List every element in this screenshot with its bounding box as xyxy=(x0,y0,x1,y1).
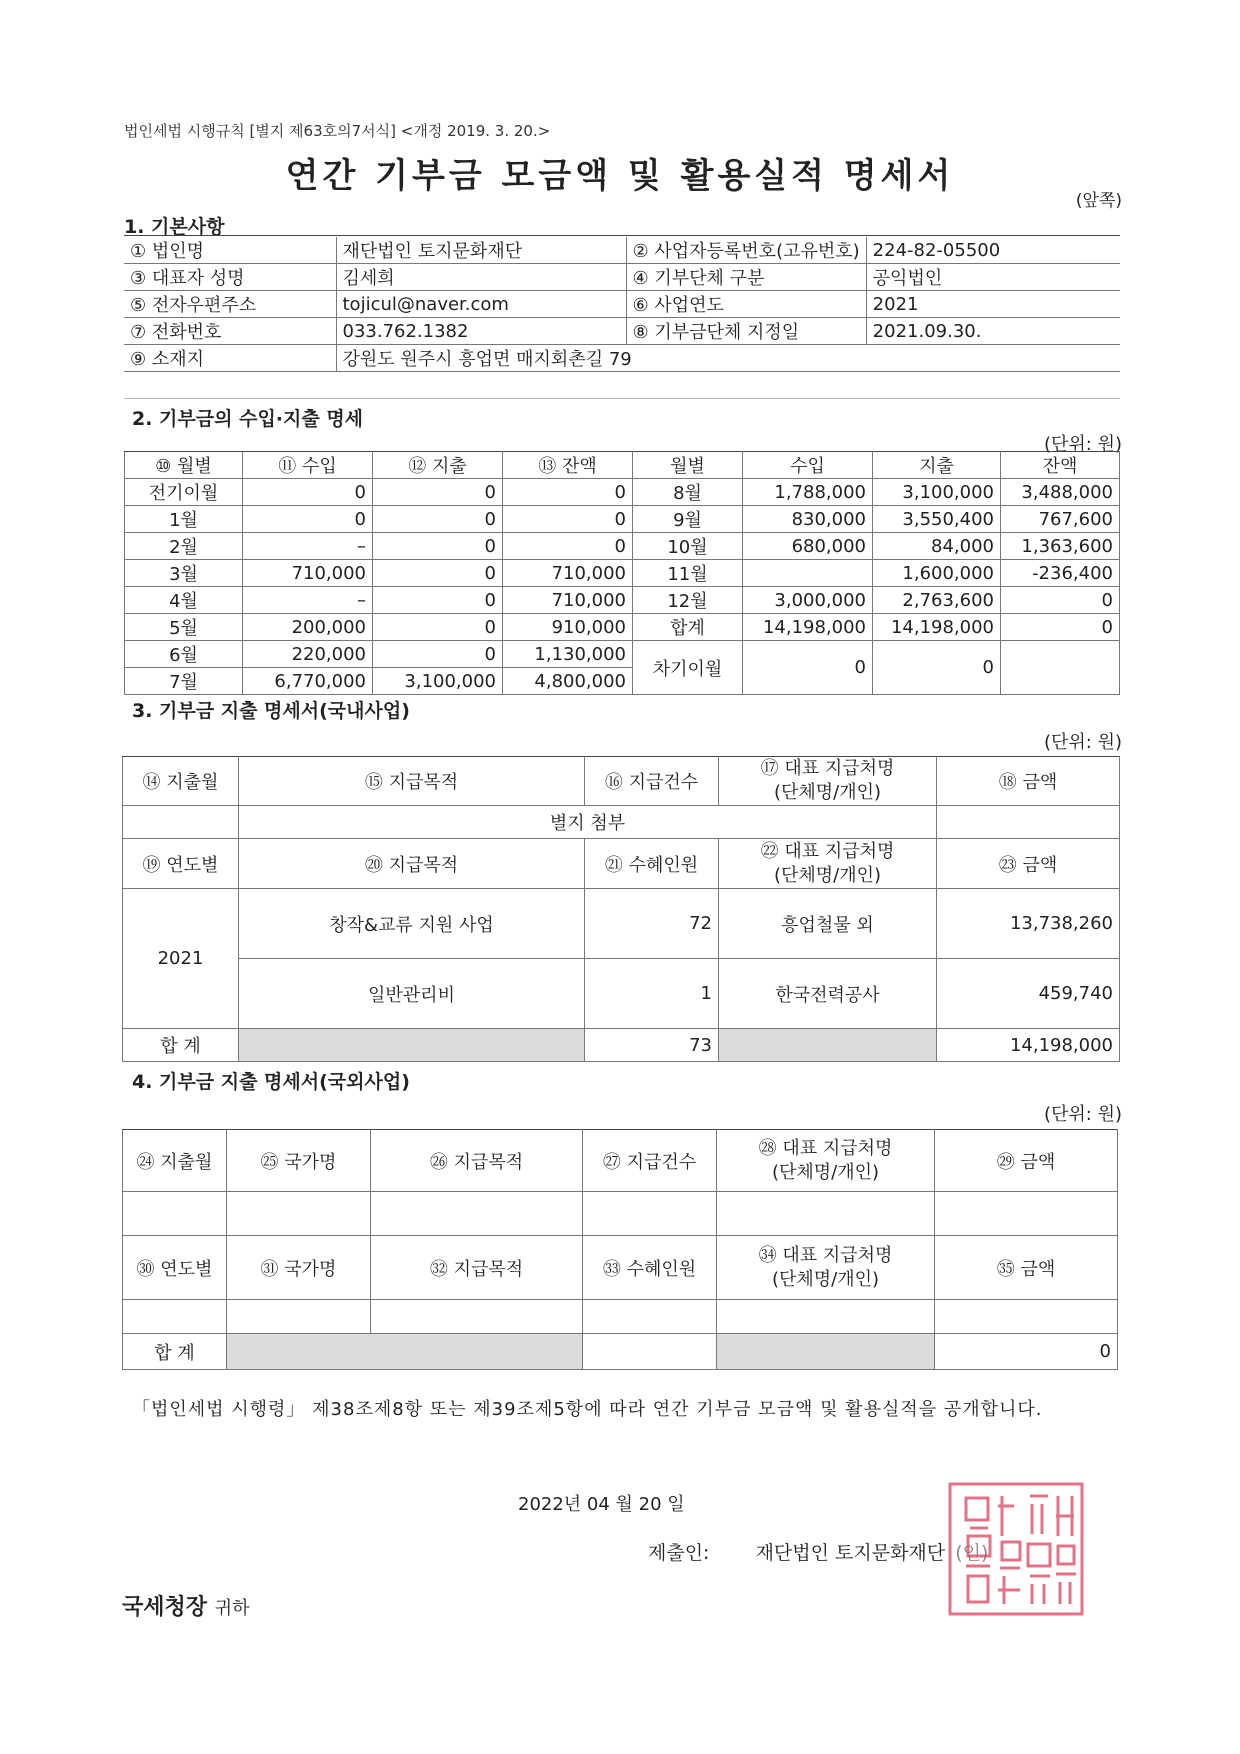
cell-carry-income: 0 xyxy=(743,641,873,695)
cell-count: 1 xyxy=(585,959,719,1029)
income-expense-table xyxy=(124,451,1120,695)
cell-balance: 910,000 xyxy=(503,614,633,641)
cell-amount: 13,738,260 xyxy=(937,889,1120,959)
payee-header-line2: (단체명/개인) xyxy=(773,782,882,803)
total-row xyxy=(123,1029,1120,1062)
cell-month: 5월 xyxy=(125,614,243,641)
table-row xyxy=(125,641,1120,668)
label-business-number: ② 사업자등록번호(고유번호) xyxy=(626,237,866,264)
empty-cell xyxy=(937,806,1120,839)
document-title: 연간 기부금 모금액 및 활용실적 명세서 xyxy=(285,156,955,196)
empty-cell xyxy=(123,1300,227,1334)
cell-month: 11월 xyxy=(633,560,743,587)
cell-total-balance: 0 xyxy=(1001,614,1120,641)
section4-heading: 4. 기부금 지출 명세서(국외사업) xyxy=(132,1071,410,1093)
submitter-line xyxy=(648,1538,988,1565)
total-count: 73 xyxy=(585,1029,719,1062)
cell-month: 7월 xyxy=(125,668,243,695)
col-amount: ㉙ 금액 xyxy=(935,1130,1118,1192)
overseas-expense-table xyxy=(122,1129,1118,1370)
seal-mark: (인) xyxy=(955,1542,989,1564)
table-header-row xyxy=(123,1130,1118,1192)
col-representative-payee xyxy=(719,757,937,806)
total-label: 합 계 xyxy=(123,1334,227,1370)
seal-glyph xyxy=(998,1496,1020,1604)
empty-cell xyxy=(717,1192,935,1236)
col-balance-2: 잔액 xyxy=(1001,452,1120,479)
cell-balance: 0 xyxy=(503,533,633,560)
col-beneficiaries: ㉑ 수혜인원 xyxy=(585,839,719,889)
value-business-number: 224-82-05500 xyxy=(866,237,1120,264)
cell-income: 220,000 xyxy=(243,641,373,668)
cell-income: 200,000 xyxy=(243,614,373,641)
table-row xyxy=(125,479,1120,506)
table-header-row xyxy=(123,757,1120,806)
col-month-2: 월별 xyxy=(633,452,743,479)
cell-balance: 0 xyxy=(503,506,633,533)
col-payment-count: ㉗ 지급건수 xyxy=(583,1130,717,1192)
table-header-row xyxy=(123,839,1120,889)
cell-month: 2월 xyxy=(125,533,243,560)
cell-month: 9월 xyxy=(633,506,743,533)
cell-amount: 459,740 xyxy=(937,959,1120,1029)
cell-carry-expense: 0 xyxy=(873,641,1001,695)
cell-balance: 3,488,000 xyxy=(1001,479,1120,506)
attachment-row xyxy=(123,806,1120,839)
col-expense: ⑫ 지출 xyxy=(373,452,503,479)
col-country: ㉛ 국가명 xyxy=(227,1236,371,1300)
label-phone: ⑦ 전화번호 xyxy=(124,318,336,345)
total-amount: 0 xyxy=(935,1334,1118,1370)
submitter-name: 재단법인 토지문화재단 xyxy=(755,1542,946,1564)
col-year: ㉚ 연도별 xyxy=(123,1236,227,1300)
col-year: ⑲ 연도별 xyxy=(123,839,239,889)
basic-info-table xyxy=(124,237,1120,372)
disclosure-statement: 「법인세법 시행령」 제38조제8항 또는 제39조제5항에 따라 연간 기부금 모금액 및 활용실적을 공개합니다. xyxy=(132,1399,1043,1420)
cell-year: 2021 xyxy=(123,889,239,1029)
basic-info-row xyxy=(124,237,1120,264)
empty-cell xyxy=(123,1192,227,1236)
empty-cell xyxy=(717,1300,935,1334)
basic-info-row xyxy=(124,291,1120,318)
official-seal-image xyxy=(946,1480,1086,1618)
value-fiscal-year: 2021 xyxy=(866,291,1120,318)
table-row xyxy=(125,506,1120,533)
cell-balance: 1,130,000 xyxy=(503,641,633,668)
addressee xyxy=(122,1590,249,1621)
col-representative-payee xyxy=(717,1130,935,1192)
section1-heading: 1. 기본사항 xyxy=(124,216,225,238)
col-income-2: 수입 xyxy=(743,452,873,479)
table-row xyxy=(123,959,1120,1029)
col-month: ⑩ 월별 xyxy=(125,452,243,479)
payee-header-line2: (단체명/개인) xyxy=(771,1161,880,1183)
seal-glyph xyxy=(1028,1496,1050,1604)
cell-balance: 4,800,000 xyxy=(503,668,633,695)
empty-cell xyxy=(227,1300,371,1334)
cell-month: 1월 xyxy=(125,506,243,533)
cell-month: 8월 xyxy=(633,479,743,506)
cell-total-expense: 14,198,000 xyxy=(873,614,1001,641)
label-corp-name: ① 법인명 xyxy=(124,237,336,264)
col-payment-purpose: ㉜ 지급목적 xyxy=(371,1236,583,1300)
page-side-label: (앞쪽) xyxy=(1075,191,1122,211)
cell-count: 72 xyxy=(585,889,719,959)
col-beneficiaries: ㉝ 수혜인원 xyxy=(583,1236,717,1300)
cell-expense: 0 xyxy=(373,506,503,533)
payee-header-line2: (단체명/개인) xyxy=(771,1268,880,1290)
table-row xyxy=(123,1300,1118,1334)
cell-income: 830,000 xyxy=(743,506,873,533)
empty-cell xyxy=(371,1300,583,1334)
cell-month: 3월 xyxy=(125,560,243,587)
shaded-cell xyxy=(719,1029,937,1062)
cell-month: 10월 xyxy=(633,533,743,560)
empty-cell xyxy=(227,1192,371,1236)
cell-carry-forward-label: 차기이월 xyxy=(633,641,743,695)
addressee-name: 국세청장 xyxy=(122,1595,208,1620)
basic-info-row xyxy=(124,345,1120,372)
table-header-row xyxy=(125,452,1120,479)
cell-balance: 710,000 xyxy=(503,587,633,614)
total-label: 합 계 xyxy=(123,1029,239,1062)
empty-cell xyxy=(583,1300,717,1334)
cell-balance: -236,400 xyxy=(1001,560,1120,587)
table-row xyxy=(125,533,1120,560)
cell-month: 12월 xyxy=(633,587,743,614)
col-country: ㉕ 국가명 xyxy=(227,1130,371,1192)
addressee-suffix: 귀하 xyxy=(214,1598,250,1619)
cell-total-income: 14,198,000 xyxy=(743,614,873,641)
cell-expense: 3,550,400 xyxy=(873,506,1001,533)
payee-header-line1: ㉞ 대표 지급처명 xyxy=(758,1244,893,1266)
table-row xyxy=(125,560,1120,587)
cell-income: 710,000 xyxy=(243,560,373,587)
empty-cell xyxy=(583,1334,717,1370)
value-designation-date: 2021.09.30. xyxy=(866,318,1120,345)
label-fiscal-year: ⑥ 사업연도 xyxy=(626,291,866,318)
section-divider xyxy=(124,398,1120,399)
label-email: ⑤ 전자우편주소 xyxy=(124,291,336,318)
cell-income: – xyxy=(243,587,373,614)
payee-header-line2: (단체명/개인) xyxy=(773,864,882,886)
col-expense-month: ㉔ 지출월 xyxy=(123,1130,227,1192)
value-email: tojicul@naver.com xyxy=(336,291,626,318)
empty-cell xyxy=(123,806,239,839)
table-row xyxy=(125,587,1120,614)
submitter-label: 제출인: xyxy=(648,1542,710,1564)
col-expense-month: ⑭ 지출월 xyxy=(123,757,239,806)
cell-carry-balance xyxy=(1001,641,1120,695)
col-balance: ⑬ 잔액 xyxy=(503,452,633,479)
cell-expense: 84,000 xyxy=(873,533,1001,560)
total-row xyxy=(123,1334,1118,1370)
empty-cell xyxy=(935,1192,1118,1236)
cell-month: 4월 xyxy=(125,587,243,614)
value-corp-name: 재단법인 토지문화재단 xyxy=(336,237,626,264)
value-representative: 김세희 xyxy=(336,264,626,291)
cell-expense: 0 xyxy=(373,560,503,587)
section3-unit: (단위: 원) xyxy=(1044,732,1122,753)
table-row xyxy=(123,889,1120,959)
cell-purpose: 일반관리비 xyxy=(239,959,585,1029)
cell-expense: 0 xyxy=(373,641,503,668)
basic-info-row xyxy=(124,318,1120,345)
cell-income: 1,788,000 xyxy=(743,479,873,506)
payee-header-line1: ㉘ 대표 지급처명 xyxy=(758,1137,893,1159)
cell-income: 680,000 xyxy=(743,533,873,560)
col-representative-payee xyxy=(719,839,937,889)
shaded-cell xyxy=(227,1334,583,1370)
cell-purpose: 창작&교류 지원 사업 xyxy=(239,889,585,959)
cell-expense: 0 xyxy=(373,533,503,560)
cell-expense: 0 xyxy=(373,587,503,614)
col-amount: ㉟ 금액 xyxy=(935,1236,1118,1300)
cell-balance: 767,600 xyxy=(1001,506,1120,533)
seal-glyph xyxy=(1056,1496,1076,1604)
regulation-reference: 법인세법 시행규칙 [별지 제63호의7서식] <개정 2019. 3. 20.> xyxy=(124,122,551,140)
cell-payee: 흥업철물 외 xyxy=(719,889,937,959)
basic-info-row xyxy=(124,264,1120,291)
col-payment-purpose: ⑳ 지급목적 xyxy=(239,839,585,889)
total-amount: 14,198,000 xyxy=(937,1029,1120,1062)
table-header-row xyxy=(123,1236,1118,1300)
cell-expense: 1,600,000 xyxy=(873,560,1001,587)
cell-payee: 한국전력공사 xyxy=(719,959,937,1029)
section3-heading: 3. 기부금 지출 명세서(국내사업) xyxy=(132,700,410,722)
seal-border xyxy=(950,1484,1082,1614)
label-representative: ③ 대표자 성명 xyxy=(124,264,336,291)
table-row xyxy=(123,1192,1118,1236)
empty-cell xyxy=(583,1192,717,1236)
empty-cell xyxy=(935,1300,1118,1334)
shaded-cell xyxy=(717,1334,935,1370)
col-expense-2: 지출 xyxy=(873,452,1001,479)
col-payment-purpose: ⑮ 지급목적 xyxy=(239,757,585,806)
label-address: ⑨ 소재지 xyxy=(124,345,336,372)
section2-unit: (단위: 원) xyxy=(1044,434,1122,455)
payee-header-line1: ⑰ 대표 지급처명 xyxy=(760,758,895,779)
domestic-expense-table xyxy=(122,756,1120,1062)
cell-balance: 1,363,600 xyxy=(1001,533,1120,560)
col-payment-count: ⑯ 지급건수 xyxy=(585,757,719,806)
cell-expense: 3,100,000 xyxy=(373,668,503,695)
col-amount: ⑱ 금액 xyxy=(937,757,1120,806)
shaded-cell xyxy=(239,1029,585,1062)
cell-income: 0 xyxy=(243,479,373,506)
cell-month: 6월 xyxy=(125,641,243,668)
cell-expense: 2,763,600 xyxy=(873,587,1001,614)
value-donation-org-type: 공익법인 xyxy=(866,264,1120,291)
col-payment-purpose: ㉖ 지급목적 xyxy=(371,1130,583,1192)
section4-unit: (단위: 원) xyxy=(1044,1104,1122,1125)
cell-total-label: 합계 xyxy=(633,614,743,641)
label-donation-org-type: ④ 기부단체 구분 xyxy=(626,264,866,291)
cell-income: 3,000,000 xyxy=(743,587,873,614)
seal-glyph xyxy=(966,1498,990,1602)
section2-heading: 2. 기부금의 수입·지출 명세 xyxy=(132,408,364,430)
cell-income: – xyxy=(243,533,373,560)
cell-income: 6,770,000 xyxy=(243,668,373,695)
empty-cell xyxy=(371,1192,583,1236)
cell-expense: 3,100,000 xyxy=(873,479,1001,506)
col-income: ⑪ 수입 xyxy=(243,452,373,479)
col-representative-payee xyxy=(717,1236,935,1300)
table-row xyxy=(125,614,1120,641)
cell-balance: 0 xyxy=(1001,587,1120,614)
cell-expense: 0 xyxy=(373,479,503,506)
attached-note: 별지 첨부 xyxy=(239,806,937,839)
col-amount: ㉓ 금액 xyxy=(937,839,1120,889)
cell-balance: 710,000 xyxy=(503,560,633,587)
cell-expense: 0 xyxy=(373,614,503,641)
cell-income xyxy=(743,560,873,587)
label-designation-date: ⑧ 기부금단체 지정일 xyxy=(626,318,866,345)
value-phone: 033.762.1382 xyxy=(336,318,626,345)
submission-date: 2022년 04 월 20 일 xyxy=(518,1494,685,1515)
value-address: 강원도 원주시 흥업면 매지회촌길 79 xyxy=(336,345,1120,372)
section1-top-rule xyxy=(124,235,1120,236)
cell-income: 0 xyxy=(243,506,373,533)
payee-header-line1: ㉒ 대표 지급처명 xyxy=(760,840,895,862)
cell-balance: 0 xyxy=(503,479,633,506)
cell-month: 전기이월 xyxy=(125,479,243,506)
